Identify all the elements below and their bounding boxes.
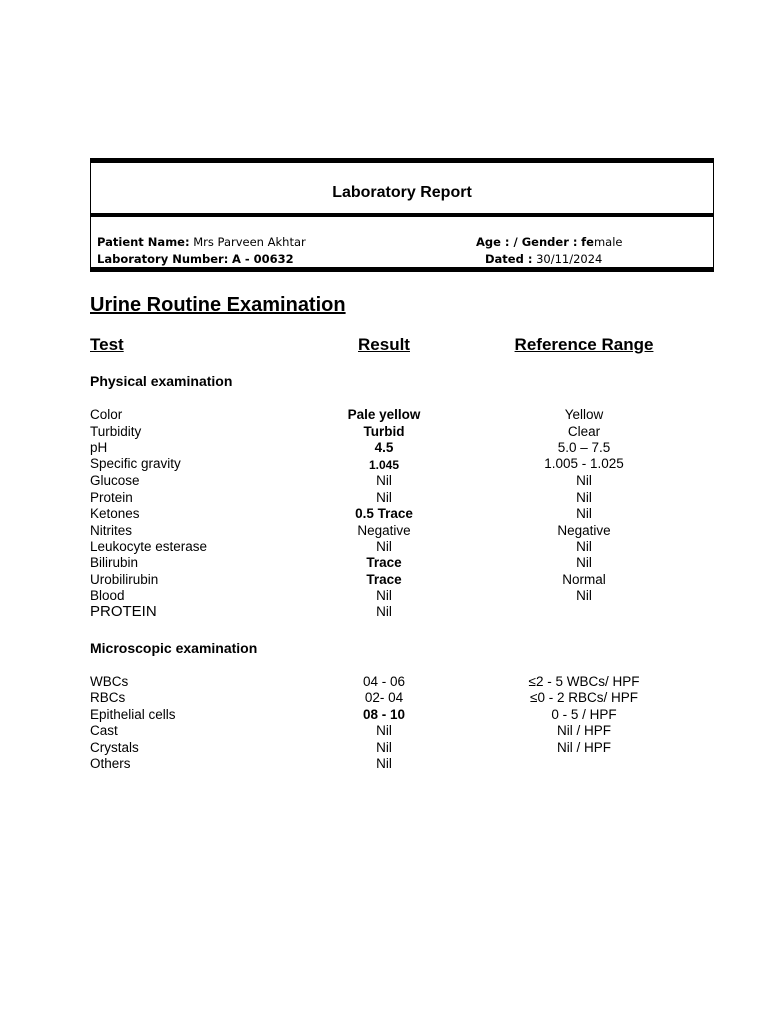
table-row [0, 572, 768, 589]
test-result: Nil [376, 723, 392, 738]
test-result: 08 - 10 [362, 707, 406, 722]
test-name: PROTEIN [90, 603, 157, 620]
test-name: Color [90, 407, 123, 422]
report-header [90, 158, 714, 272]
table-row [0, 539, 768, 556]
table-row [0, 523, 768, 540]
dated-label: Dated : [485, 252, 533, 266]
reference-range: 1.005 - 1.025 [544, 456, 624, 471]
table-row [0, 407, 768, 424]
test-name: WBCs [90, 674, 129, 689]
patient-name-value: Mrs Parveen Akhtar [193, 235, 306, 249]
reference-range: Normal [562, 572, 606, 587]
patient-name-line [97, 235, 306, 249]
reference-range: Yellow [564, 407, 604, 422]
test-result: Nil [376, 756, 392, 771]
table-row [0, 723, 768, 740]
age-gender-line [476, 235, 622, 249]
reference-range: Nil [576, 588, 592, 603]
test-name: Epithelial cells [90, 707, 176, 722]
table-row [0, 506, 768, 523]
reference-range: Nil [576, 506, 592, 521]
table-row [0, 440, 768, 457]
test-result: 04 - 06 [362, 674, 406, 689]
test-result: Turbid [363, 424, 405, 439]
physical-examination-heading: Physical examination [90, 373, 233, 389]
reference-range: ≤0 - 2 RBCs/ HPF [530, 690, 638, 705]
table-row [0, 424, 768, 441]
test-name: Crystals [90, 740, 139, 755]
dated-line [485, 252, 602, 266]
test-result: Nil [376, 588, 392, 603]
test-name: pH [90, 440, 108, 455]
test-name: RBCs [90, 690, 126, 705]
test-name: Blood [90, 588, 125, 603]
test-name: Urobilirubin [90, 572, 159, 587]
table-row [0, 674, 768, 691]
test-result: 4.5 [374, 440, 394, 455]
test-result: Trace [366, 555, 402, 570]
gender-value-suffix: male [593, 235, 623, 249]
test-name: Bilirubin [90, 555, 139, 570]
reference-range: Nil / HPF [557, 740, 611, 755]
test-result: Nil [376, 539, 392, 554]
table-row [0, 555, 768, 572]
reference-range: ≤2 - 5 WBCs/ HPF [528, 674, 640, 689]
reference-range: Nil [576, 555, 592, 570]
test-result: 1.045 [368, 458, 400, 472]
test-name: Specific gravity [90, 456, 181, 471]
test-name: Cast [90, 723, 118, 738]
reference-range: Clear [567, 424, 601, 439]
column-header-reference-range: Reference Range [514, 335, 654, 354]
age-gender-label: Age : / Gender : [476, 235, 578, 249]
header-divider [91, 213, 713, 217]
test-name: Nitrites [90, 523, 133, 538]
table-row [0, 756, 768, 773]
microscopic-examination-heading: Microscopic examination [90, 640, 258, 656]
lab-number-line [97, 252, 294, 266]
table-row [0, 490, 768, 507]
lab-number-label: Laboratory Number: [97, 252, 229, 266]
test-name: Others [90, 756, 131, 771]
report-title: Urine Routine Examination [90, 294, 346, 316]
test-name: Protein [90, 490, 133, 505]
table-row [0, 456, 768, 473]
test-result: Nil [376, 740, 392, 755]
table-row [0, 690, 768, 707]
report-header-title: Laboratory Report [332, 184, 472, 201]
dated-value: 30/11/2024 [536, 252, 603, 266]
reference-range: Nil [576, 490, 592, 505]
test-result: 02- 04 [364, 690, 404, 705]
table-row [0, 473, 768, 490]
reference-range: 5.0 – 7.5 [557, 440, 611, 455]
table-row [0, 604, 768, 621]
test-name: Turbidity [90, 424, 142, 439]
test-result: Nil [376, 473, 392, 488]
gender-value-prefix: fe [581, 235, 594, 249]
test-result: Negative [357, 523, 411, 538]
table-row [0, 740, 768, 757]
lab-number-value: A - 00632 [231, 252, 294, 266]
test-result: Nil [376, 604, 392, 619]
patient-name-label: Patient Name: [97, 235, 190, 249]
test-result: Pale yellow [347, 407, 421, 422]
test-name: Ketones [90, 506, 140, 521]
test-result: 0.5 Trace [355, 506, 413, 521]
reference-range: 0 - 5 / HPF [551, 707, 617, 722]
reference-range: Nil / HPF [557, 723, 611, 738]
test-result: Nil [376, 490, 392, 505]
test-result: Trace [366, 572, 402, 587]
reference-range: Negative [557, 523, 611, 538]
column-header-test: Test [90, 335, 124, 354]
reference-range: Nil [576, 473, 592, 488]
column-header-result: Result [358, 335, 410, 354]
test-name: Glucose [90, 473, 140, 488]
reference-range: Nil [576, 539, 592, 554]
test-name: Leukocyte esterase [90, 539, 208, 554]
table-row [0, 707, 768, 724]
